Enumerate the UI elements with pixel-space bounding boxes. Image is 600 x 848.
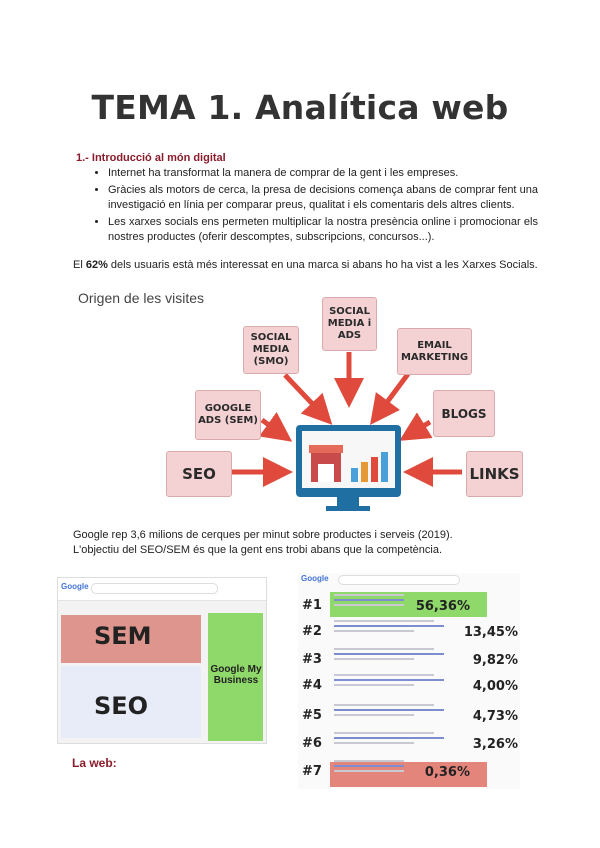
- section-heading: 1.- Introducció al món digital: [76, 152, 226, 164]
- result-snippet-line: [334, 599, 404, 601]
- result-snippet-line: [334, 704, 434, 706]
- result-snippet-line: [334, 709, 444, 711]
- result-snippet-line: [334, 604, 404, 606]
- source-email-marketing: EMAIL MARKETING: [397, 328, 472, 375]
- result-snippet-line: [334, 760, 404, 762]
- source-social-media-smo: SOCIAL MEDIA (SMO): [243, 326, 299, 374]
- arrow-google-ads: [262, 420, 280, 433]
- rank-ctr-percent: 3,26%: [472, 737, 518, 752]
- result-snippet-line: [334, 594, 404, 596]
- rank-number: #2: [302, 624, 322, 639]
- source-seo: SEO: [166, 451, 232, 497]
- rank-ctr-percent: 4,73%: [472, 709, 518, 724]
- bullet-item: • Les xarxes socials ens permeten multiplicar la nostra presència online i promocionar els nostres productes (oferir descomptes, subscripcions, concursos...).: [108, 215, 538, 245]
- page-title: TEMA 1. Analítica web: [91, 88, 509, 127]
- google-logo: Google: [61, 582, 89, 591]
- stat-before: El: [73, 259, 86, 271]
- rank-ctr-percent: 13,45%: [463, 625, 518, 640]
- serp-search-bar: [58, 578, 266, 601]
- rank-ctr-percent: 9,82%: [472, 653, 518, 668]
- result-snippet-line: [334, 684, 414, 686]
- result-snippet-line: [334, 742, 414, 744]
- rank-ctr-percent: 0,36%: [424, 765, 470, 780]
- source-links: LINKS: [466, 451, 523, 497]
- seo-goal: L'objectiu del SEO/SEM és que la gent ens trobi abans que la competència.: [73, 544, 442, 556]
- source-google-ads: GOOGLE ADS (SEM): [195, 390, 261, 440]
- rank-number: #4: [302, 678, 322, 693]
- sem-label: SEM: [94, 622, 152, 650]
- arrow-email: [379, 374, 408, 413]
- result-snippet-line: [334, 625, 444, 627]
- rank-number: #6: [302, 736, 322, 751]
- rank-number: #3: [302, 652, 322, 667]
- diagram-title: Origen de les visites: [78, 290, 205, 306]
- arrow-blogs: [412, 422, 430, 433]
- google-logo: Google: [301, 574, 329, 583]
- result-snippet-line: [334, 630, 414, 632]
- bullet-item: • Gràcies als motors de cerca, la presa de decisions comença abans de comprar fent una investigació en línia per comparar preus, qualitat i els comentaris dels altres clients.: [108, 183, 538, 213]
- rank-ctr-percent: 4,00%: [472, 679, 518, 694]
- monitor-icon: [296, 425, 401, 511]
- result-snippet-line: [334, 648, 434, 650]
- result-snippet-line: [334, 679, 444, 681]
- stat-bold: 62%: [85, 259, 108, 271]
- google-stats-paragraph: [73, 528, 543, 558]
- result-snippet-line: [334, 658, 414, 660]
- google-stat: Google rep 3,6 milions de cerques per minut sobre productes i serveis (2019).: [73, 529, 453, 541]
- rank-number: #1: [302, 598, 322, 613]
- serp-screenshot-left: [57, 577, 267, 744]
- result-snippet-line: [334, 765, 404, 767]
- arrow-social-smo: [285, 375, 322, 414]
- result-snippet-line: [334, 674, 434, 676]
- result-snippet-line: [334, 737, 444, 739]
- result-snippet-line: [334, 620, 434, 622]
- result-snippet-line: [334, 714, 414, 716]
- rank-ctr-percent: 56,36%: [415, 599, 470, 614]
- serp-caption: La web:: [72, 756, 117, 770]
- result-snippet-line: [334, 770, 404, 772]
- rank-number: #7: [302, 764, 322, 779]
- result-snippet-line: [334, 653, 444, 655]
- seo-label: SEO: [94, 692, 149, 720]
- stat-after: dels usuaris està més interessat en una marca si abans ho ha vist a les Xarxes Socials.: [107, 259, 538, 271]
- gmb-label: Google My Business: [210, 664, 262, 686]
- source-blogs: BLOGS: [433, 390, 495, 437]
- source-social-media-ads: SOCIAL MEDIA i ADS: [322, 297, 377, 351]
- bullet-item: • Internet ha transformat la manera de comprar de la gent i les empreses.: [108, 166, 538, 181]
- rank-number: #5: [302, 708, 322, 723]
- result-snippet-line: [334, 732, 434, 734]
